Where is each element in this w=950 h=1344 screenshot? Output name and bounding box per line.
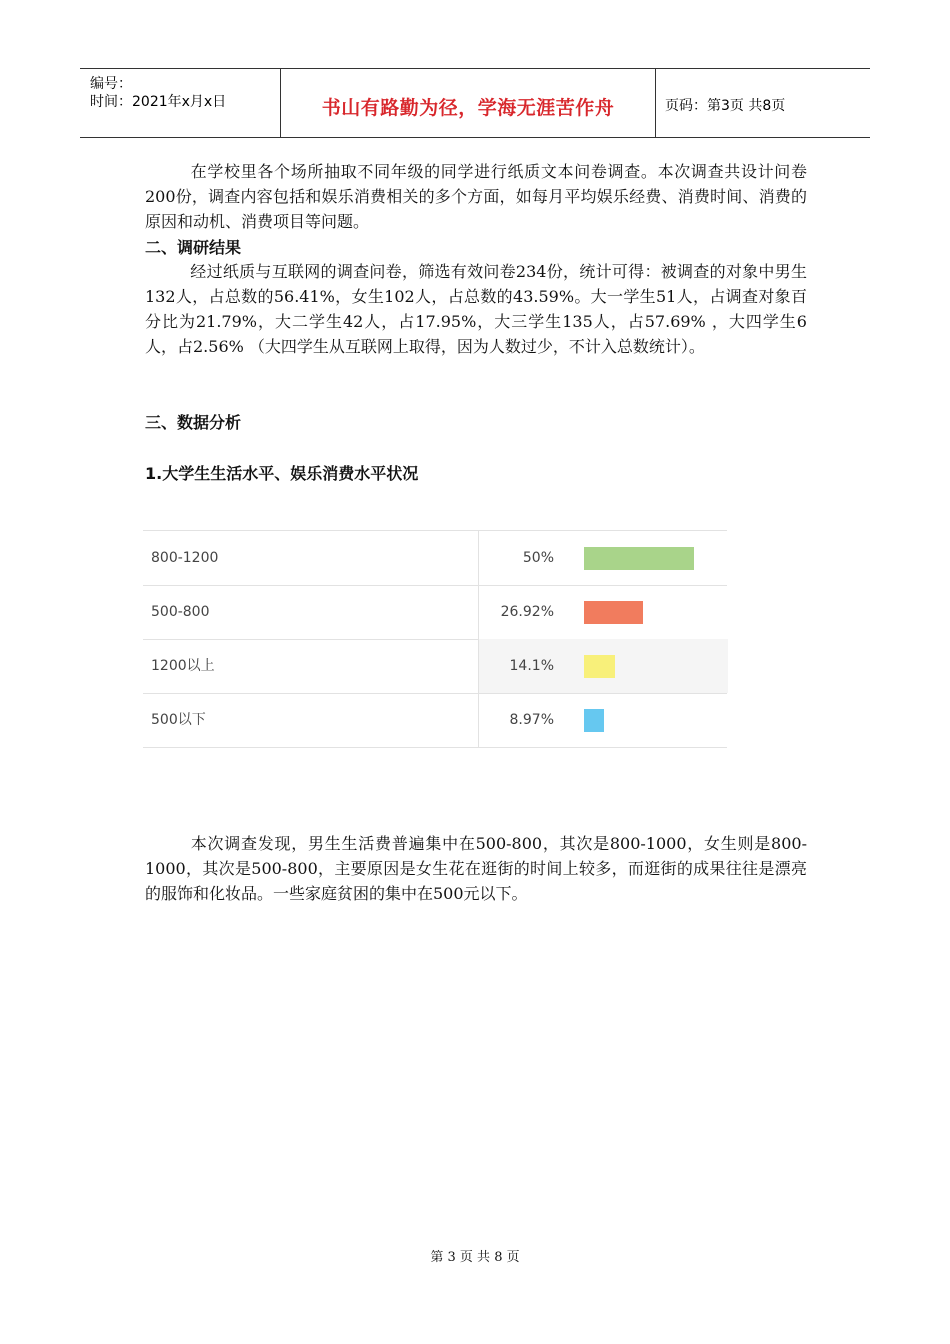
page-header: [80, 68, 870, 138]
chart-value-cell: [478, 531, 728, 585]
living-expense-chart: [143, 530, 727, 748]
chart-row: [143, 585, 727, 640]
conclusion-paragraph: [145, 831, 807, 906]
number-label: 编号：: [90, 76, 132, 92]
chart-value-cell: [478, 639, 728, 693]
chart-data-label: 26.92%: [500, 604, 554, 620]
chart-bar: [584, 601, 643, 624]
intro-paragraph: [145, 159, 807, 234]
chart-category-label: 1200以上: [151, 658, 215, 674]
chart-bar: [584, 655, 615, 678]
results-paragraph: [145, 259, 807, 359]
chart-category-label: 500-800: [151, 604, 210, 620]
chart-category-label: 800-1200: [151, 550, 219, 566]
section3-heading: 三、数据分析: [145, 413, 242, 432]
chart-data-label: 50%: [522, 550, 554, 566]
results-text: 经过纸质与互联网的调查问卷，筛选有效问卷234份，统计可得：被调查的对象中男生132人，占总数的56.41%，女生102人，占总数的43.59%。大一学生51人，占调查对象百分比为21.79%，大二学生42人，占17.95%，大三学生135人，占57.69% ，大四学生6人，占2.56% （大四学生从互联网上取得，因为人数过少，不计入总数统计）。: [145, 262, 807, 356]
chart-row: [143, 639, 727, 694]
chart-row: [143, 693, 727, 748]
motto: 书山有路勤为径，学海无涯苦作舟: [321, 97, 615, 119]
intro-text: 在学校里各个场所抽取不同年级的同学进行纸质文本问卷调查。本次调查共设计问卷200份，调查内容包括和娱乐消费相关的多个方面，如每月平均娱乐经费、消费时间、消费的原因和动机、消费项目等问题。: [145, 162, 807, 231]
chart-row: [143, 531, 727, 586]
header-left-cell: [80, 69, 280, 137]
header-center-cell: [280, 69, 656, 137]
chart-bar: [584, 547, 694, 570]
chart-data-label: 14.1%: [509, 658, 554, 674]
chart-category-label: 500以下: [151, 712, 206, 728]
chart-data-label: 8.97%: [509, 712, 554, 728]
time-label: 时间：2021年x月x日: [90, 94, 227, 110]
conclusion-text: 本次调查发现，男生生活费普遍集中在500-800，其次是800-1000，女生则是800-1000，其次是500-800，主要原因是女生花在逛街的时间上较多，而逛街的成果往往是漂亮的服饰和化妆品。一些家庭贫困的集中在500元以下。: [145, 834, 807, 903]
page-footer: 第 3 页 共 8 页: [430, 1250, 520, 1265]
header-right-cell: [655, 69, 870, 137]
chart-bar: [584, 709, 604, 732]
section2-heading: 二、调研结果: [145, 238, 242, 257]
page-number-label: 页码：第3页 共8页: [665, 98, 786, 114]
chart-value-cell: [478, 585, 728, 639]
subsection1-heading: 1.大学生生活水平、娱乐消费水平状况: [145, 464, 419, 483]
chart-value-cell: [478, 693, 728, 747]
